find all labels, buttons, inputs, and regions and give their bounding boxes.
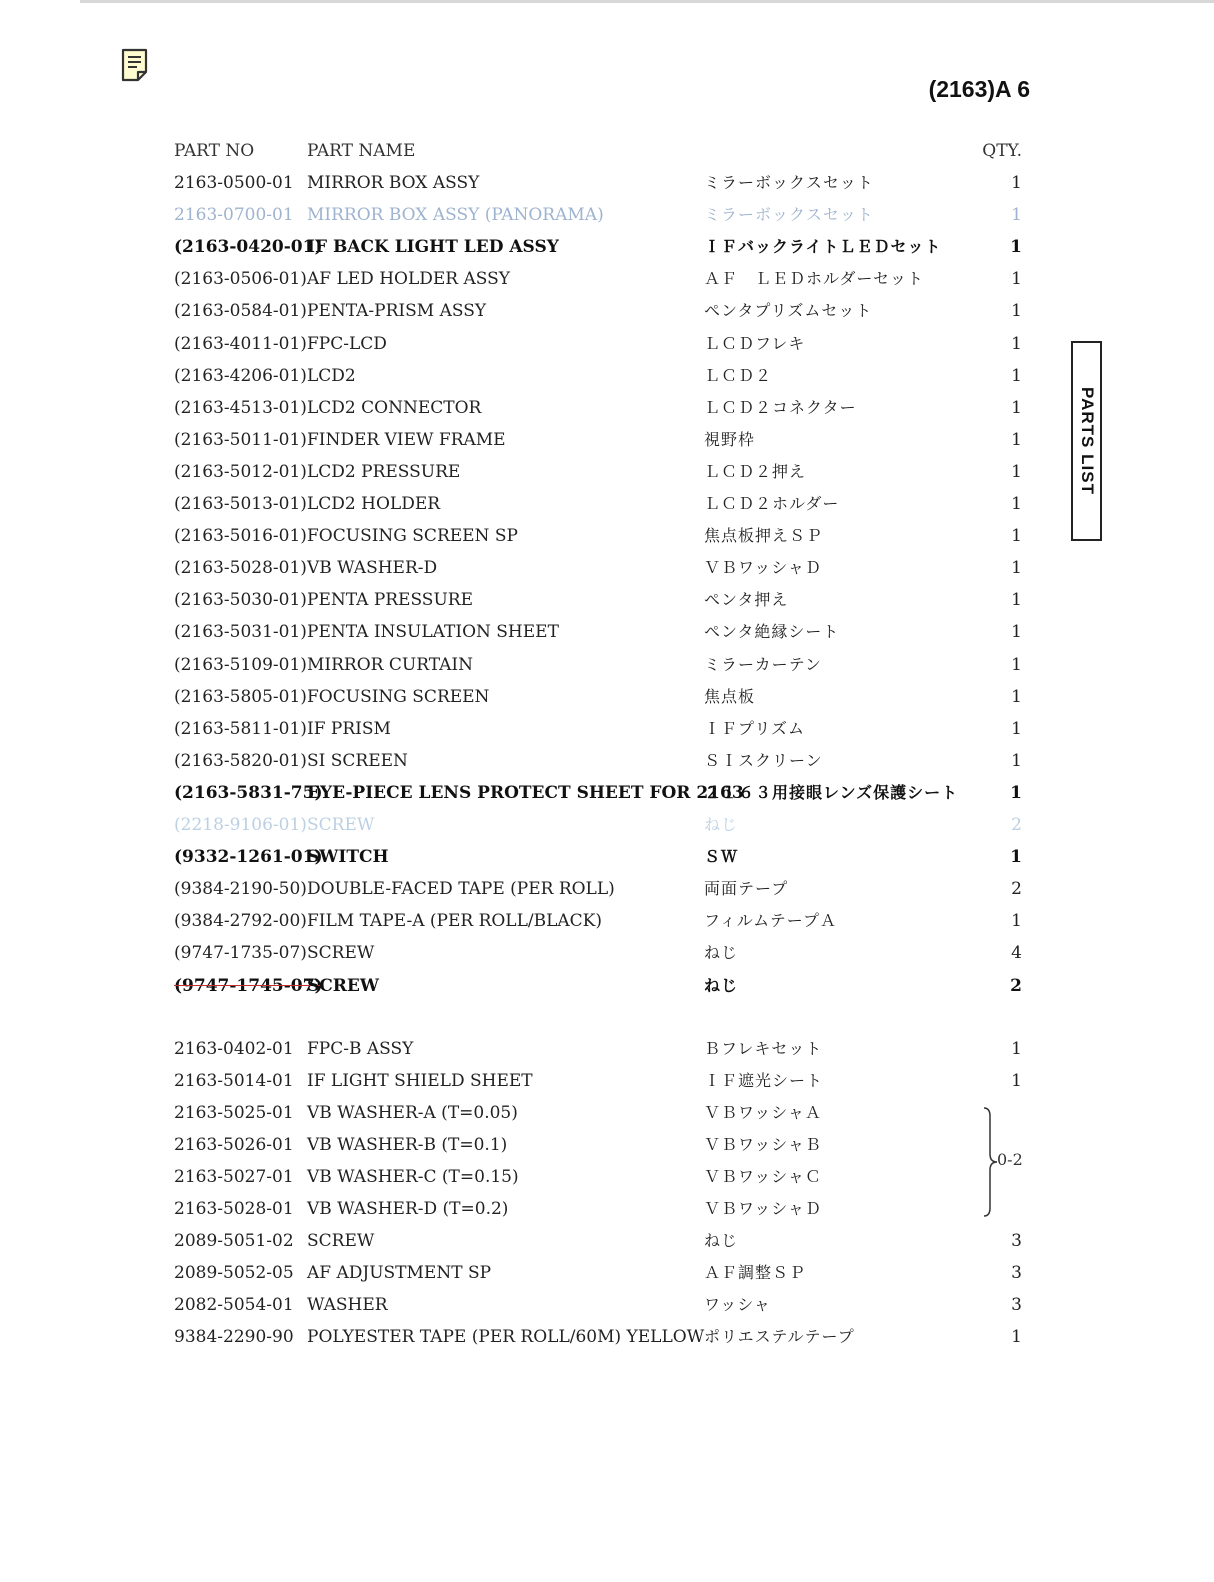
quantity: 1 <box>1011 1327 1022 1347</box>
part-number: (9747-1735-07) <box>174 943 307 964</box>
part-number: (2163-5831-75) <box>174 782 323 803</box>
scan-top-border <box>80 0 1214 3</box>
table-row <box>0 1193 1214 1225</box>
part-name: PENTA-PRISM ASSY <box>307 301 487 322</box>
header-part-no: PART NO <box>174 141 255 161</box>
table-row <box>0 167 1214 199</box>
table-row <box>0 1129 1214 1161</box>
table-row <box>0 1225 1214 1257</box>
part-name-japanese: フィルムテープＡ <box>704 911 837 931</box>
table-row <box>0 873 1214 905</box>
part-name-japanese: ＶＢワッシャＡ <box>704 1103 822 1122</box>
part-name: AF LED HOLDER ASSY <box>307 269 510 290</box>
part-name: LCD2 PRESSURE <box>307 461 461 482</box>
part-name: IF BACK LIGHT LED ASSY <box>307 237 559 258</box>
part-number: (2163-4011-01) <box>174 333 307 354</box>
table-row <box>0 424 1214 456</box>
table-row <box>0 777 1214 809</box>
table-row <box>0 970 1214 1002</box>
part-name-japanese: ＬＣＤ２コネクター <box>704 397 857 417</box>
table-row <box>0 392 1214 424</box>
part-name: AF ADJUSTMENT SP <box>307 1263 492 1283</box>
quantity: 1 <box>1011 686 1022 707</box>
quantity: 1 <box>1010 237 1022 258</box>
table-row <box>0 231 1214 263</box>
part-number: (2163-5109-01) <box>174 654 307 675</box>
part-name-japanese: 視野枠 <box>704 429 756 449</box>
part-name: VB WASHER-C (T=0.15) <box>307 1167 519 1187</box>
table-row <box>0 295 1214 327</box>
part-number: (2163-5030-01) <box>174 590 307 611</box>
part-name-japanese: ペンタプリズムセット <box>704 301 873 321</box>
part-name-japanese: ねじ <box>704 815 739 834</box>
quantity: 4 <box>1011 943 1022 964</box>
table-row <box>0 713 1214 745</box>
quantity: 1 <box>1011 718 1022 739</box>
part-name: FILM TAPE-A (PER ROLL/BLACK) <box>307 911 603 932</box>
part-name: SI SCREEN <box>307 750 408 771</box>
part-number: (2163-5031-01) <box>174 622 307 643</box>
table-row <box>0 616 1214 648</box>
part-number: (2218-9106-01) <box>174 815 307 835</box>
part-name: VB WASHER-B (T=0.1) <box>307 1135 508 1155</box>
part-number: (2163-5013-01) <box>174 494 307 514</box>
part-number: (9332-1261-01) <box>174 847 323 868</box>
part-name: IF LIGHT SHIELD SHEET <box>307 1071 533 1091</box>
part-name-japanese: ＬＣＤ２押え <box>704 461 807 481</box>
part-number: (2163-5011-01) <box>174 429 307 450</box>
table-row <box>0 937 1214 969</box>
part-name-japanese: ねじ <box>704 943 739 963</box>
table-row <box>0 360 1214 392</box>
table-row <box>0 649 1214 681</box>
part-name: SCREW <box>307 943 375 964</box>
part-name-japanese: ポリエステルテープ <box>704 1327 855 1346</box>
quantity: 1 <box>1011 526 1022 547</box>
part-name-japanese: ＡＦ調整ＳＰ <box>704 1263 807 1282</box>
table-row <box>0 1097 1214 1129</box>
part-name: MIRROR BOX ASSY (PANORAMA) <box>307 205 604 226</box>
part-number: (2163-5028-01) <box>174 558 307 579</box>
part-name: FOCUSING SCREEN <box>307 686 490 707</box>
part-number: 2089-5052-05 <box>174 1263 294 1283</box>
quantity: 2 <box>1010 975 1022 996</box>
part-name: SWITCH <box>307 847 389 868</box>
quantity: 1 <box>1011 494 1022 514</box>
quantity: 1 <box>1011 654 1022 675</box>
table-row <box>0 328 1214 360</box>
page-identifier: (2163)A 6 <box>928 76 1030 102</box>
part-name: FPC-LCD <box>307 333 387 354</box>
part-name-japanese: Ｂフレキセット <box>704 1039 823 1058</box>
quantity: 1 <box>1011 750 1022 771</box>
table-row <box>0 1321 1214 1353</box>
part-name: DOUBLE-FACED TAPE (PER ROLL) <box>307 879 615 900</box>
quantity: 1 <box>1011 301 1022 322</box>
part-number: (2163-4206-01) <box>174 365 307 386</box>
part-name-japanese: 焦点板 <box>704 686 756 706</box>
part-number: 2163-0700-01 <box>174 205 294 226</box>
part-number: (9747-1745-07) <box>174 975 323 996</box>
quantity: 3 <box>1011 1263 1022 1283</box>
quantity: 1 <box>1010 847 1022 868</box>
note-icon[interactable] <box>120 48 150 82</box>
part-name-japanese: ＩＦ遮光シート <box>704 1071 824 1090</box>
table-row <box>0 520 1214 552</box>
table-row <box>0 809 1214 841</box>
quantity: 1 <box>1011 429 1022 450</box>
part-number: (2163-0420-01) <box>174 237 323 258</box>
part-name-japanese: ＶＢワッシャＣ <box>704 1167 822 1186</box>
part-number: (2163-5016-01) <box>174 526 307 547</box>
quantity: 1 <box>1011 622 1022 643</box>
quantity: 1 <box>1011 1071 1022 1091</box>
table-row <box>0 1289 1214 1321</box>
quantity: 1 <box>1011 269 1022 290</box>
header-qty: QTY. <box>982 141 1022 161</box>
header-part-name: PART NAME <box>307 141 416 161</box>
part-name: SCREW <box>307 815 375 835</box>
part-number: (2163-5805-01) <box>174 686 307 707</box>
quantity: 1 <box>1011 558 1022 579</box>
part-name: EYE-PIECE LENS PROTECT SHEET FOR 2163 <box>307 782 744 803</box>
part-name: SCREW <box>307 1231 375 1251</box>
quantity: 1 <box>1011 397 1022 418</box>
part-number: (2163-4513-01) <box>174 397 307 418</box>
part-number: 2163-5014-01 <box>174 1071 294 1091</box>
part-name-japanese: ミラーボックスセット <box>704 173 874 192</box>
part-name-japanese: ミラーボックスセット <box>704 205 874 225</box>
table-row <box>0 841 1214 873</box>
part-name-japanese: ＶＢワッシャＤ <box>704 1199 822 1218</box>
quantity: 1 <box>1011 173 1022 193</box>
quantity: 3 <box>1011 1295 1022 1315</box>
quantity: 1 <box>1011 911 1022 932</box>
part-name-japanese: ＬＣＤフレキ <box>704 333 806 353</box>
part-name-japanese: ＬＣＤ２ホルダー <box>704 494 840 513</box>
part-name: MIRROR BOX ASSY <box>307 173 480 193</box>
table-row <box>0 488 1214 520</box>
table-row <box>0 584 1214 616</box>
part-number: 2163-5026-01 <box>174 1135 294 1155</box>
part-name: WASHER <box>307 1295 388 1315</box>
table-row <box>0 745 1214 777</box>
part-number: (2163-5012-01) <box>174 461 307 482</box>
part-number: (9384-2190-50) <box>174 879 307 900</box>
quantity: 1 <box>1011 1039 1022 1059</box>
table-row <box>0 1065 1214 1097</box>
part-name: LCD2 CONNECTOR <box>307 397 482 418</box>
part-name-japanese: 両面テープ <box>704 879 789 899</box>
part-name-japanese: ２１６３用接眼レンズ保護シート <box>704 782 959 802</box>
part-name-japanese: ＶＢワッシャＢ <box>704 1135 822 1154</box>
part-number: (2163-5820-01) <box>174 750 307 771</box>
part-name: VB WASHER-D (T=0.2) <box>307 1199 509 1219</box>
part-name-japanese: ＡＦ ＬＥＤホルダーセット <box>704 269 925 289</box>
part-name-japanese: ねじ <box>704 1231 739 1250</box>
part-name-japanese: ＩＦプリズム <box>704 718 806 738</box>
quantity: 1 <box>1011 333 1022 354</box>
part-name-japanese: ペンタ押え <box>704 590 789 610</box>
part-number: (2163-0506-01) <box>174 269 307 290</box>
quantity: 1 <box>1011 461 1022 482</box>
parts-list-tab-label: PARTS LIST <box>1077 387 1097 495</box>
part-number: 2163-5025-01 <box>174 1103 294 1123</box>
part-name-japanese: ＳＩスクリーン <box>704 750 823 770</box>
table-row <box>0 199 1214 231</box>
part-name: FPC-B ASSY <box>307 1039 414 1059</box>
part-name: FINDER VIEW FRAME <box>307 429 506 450</box>
table-row <box>0 1033 1214 1065</box>
part-name-japanese: ＬＣＤ２ <box>704 365 773 385</box>
table-row <box>0 263 1214 295</box>
quantity: 3 <box>1011 1231 1022 1251</box>
part-name: LCD2 <box>307 365 356 386</box>
part-number: 2163-5028-01 <box>174 1199 294 1219</box>
part-name: POLYESTER TAPE (PER ROLL/60M) YELLOW <box>307 1327 705 1347</box>
part-name-japanese: ＳＷ <box>704 847 739 867</box>
quantity: 2 <box>1011 815 1022 835</box>
part-number: 2163-0402-01 <box>174 1039 294 1059</box>
part-name: MIRROR CURTAIN <box>307 654 473 675</box>
washer-group-qty: 0-2 <box>997 1150 1023 1169</box>
part-name: PENTA INSULATION SHEET <box>307 622 559 643</box>
quantity: 1 <box>1010 782 1022 803</box>
quantity: 1 <box>1011 205 1022 226</box>
part-number: (9384-2792-00) <box>174 911 307 932</box>
part-name: SCREW <box>307 975 379 996</box>
part-name: LCD2 HOLDER <box>307 494 441 514</box>
part-name-japanese: ワッシャ <box>704 1295 771 1314</box>
part-name-japanese: ねじ <box>704 975 739 995</box>
part-number: 2163-0500-01 <box>174 173 294 193</box>
part-name-japanese: ＩＦバックライトＬＥＤセット <box>704 237 942 257</box>
table-row <box>0 552 1214 584</box>
part-name: FOCUSING SCREEN SP <box>307 526 518 547</box>
part-name: PENTA PRESSURE <box>307 590 473 611</box>
table-row <box>0 681 1214 713</box>
part-number: (2163-0584-01) <box>174 301 307 322</box>
part-name: IF PRISM <box>307 718 391 739</box>
quantity: 1 <box>1011 365 1022 386</box>
part-name: VB WASHER-A (T=0.05) <box>307 1103 518 1123</box>
quantity: 1 <box>1011 590 1022 611</box>
part-number: 2082-5054-01 <box>174 1295 294 1315</box>
table-row <box>0 456 1214 488</box>
part-name-japanese: 焦点板押えＳＰ <box>704 526 824 546</box>
part-number: 2089-5051-02 <box>174 1231 294 1251</box>
table-row <box>0 1161 1214 1193</box>
table-row <box>0 1257 1214 1289</box>
part-number: 2163-5027-01 <box>174 1167 294 1187</box>
part-number: 9384-2290-90 <box>174 1327 294 1347</box>
part-name-japanese: ＶＢワッシャＤ <box>704 558 822 578</box>
part-name-japanese: ミラーカーテン <box>704 654 822 674</box>
table-row <box>0 905 1214 937</box>
part-number: (2163-5811-01) <box>174 718 307 739</box>
quantity: 2 <box>1011 879 1022 900</box>
part-name: VB WASHER-D <box>307 558 438 579</box>
part-name-japanese: ペンタ絶縁シート <box>704 622 840 642</box>
